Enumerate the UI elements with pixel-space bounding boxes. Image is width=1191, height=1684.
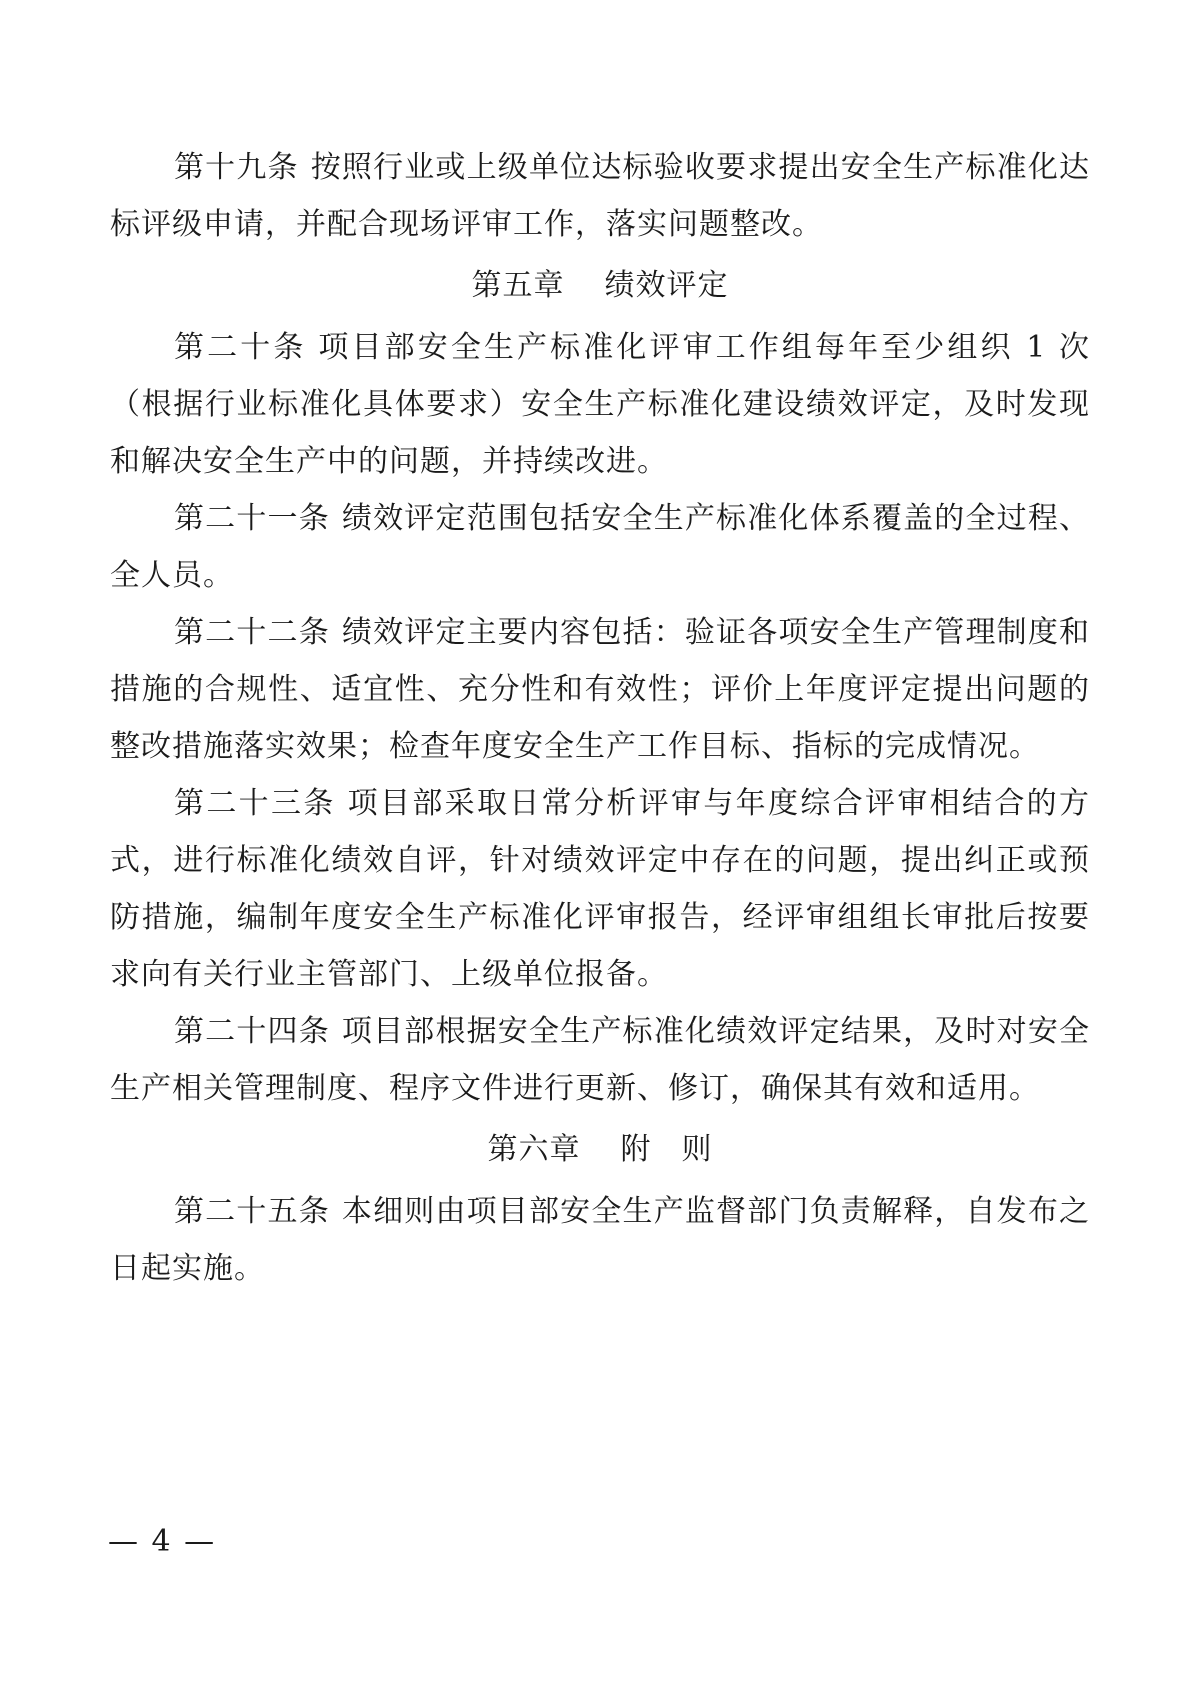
article-text: 项目部采取日常分析评审与年度综合评审相结合的方式，进行标准化绩效自评，针对绩效评定中存在的问题，提出纠正或预防措施，编制年度安全生产标准化评审报告，经评审组组长审批后按要求向有关行业主管部门、上级单位报备。 xyxy=(110,786,1091,992)
article-number: 第二十条 xyxy=(174,330,307,365)
article-text: 本细则由项目部安全生产监督部门负责解释，自发布之日起实施。 xyxy=(110,1194,1091,1286)
article-text: 绩效评定范围包括安全生产标准化体系覆盖的全过程、全人员。 xyxy=(110,501,1091,593)
chapter-title: 绩效评定 xyxy=(604,268,729,303)
article-number: 第二十二条 xyxy=(174,615,330,650)
article-23 xyxy=(110,775,1090,1003)
article-number: 第二十五条 xyxy=(174,1194,330,1229)
chapter-title-part-a: 附 xyxy=(620,1132,652,1167)
chapter-number: 第五章 xyxy=(471,268,565,303)
chapter-5-heading xyxy=(110,257,1090,314)
article-number: 第二十四条 xyxy=(174,1014,330,1049)
article-25 xyxy=(110,1183,1090,1297)
article-text: 项目部安全生产标准化评审工作组每年至少组织 1 次（根据行业标准化具体要求）安全生产标准化建设绩效评定，及时发现和解决安全生产中的问题，并持续改进。 xyxy=(110,330,1090,479)
chapter-title-part-b: 则 xyxy=(681,1132,713,1167)
article-text: 绩效评定主要内容包括：验证各项安全生产管理制度和措施的合规性、适宜性、充分性和有效性；评价上年度评定提出问题的整改措施落实效果；检查年度安全生产工作目标、指标的完成情况。 xyxy=(110,615,1091,764)
article-21 xyxy=(110,490,1090,604)
chapter-number: 第六章 xyxy=(487,1132,581,1167)
document-body xyxy=(110,139,1090,1297)
chapter-6-heading xyxy=(110,1121,1090,1178)
article-number: 第二十三条 xyxy=(174,786,336,821)
article-text: 项目部根据安全生产标准化绩效评定结果，及时对安全生产相关管理制度、程序文件进行更新、修订，确保其有效和适用。 xyxy=(110,1014,1091,1106)
article-number: 第二十一条 xyxy=(174,501,330,536)
article-number: 第十九条 xyxy=(174,150,299,185)
article-20 xyxy=(110,319,1090,490)
article-19 xyxy=(110,139,1090,253)
article-24 xyxy=(110,1003,1090,1117)
article-22 xyxy=(110,604,1090,775)
article-text: 按照行业或上级单位达标验收要求提出安全生产标准化达标评级申请，并配合现场评审工作，落实问题整改。 xyxy=(110,150,1091,242)
page-number: — 4 — xyxy=(108,1524,217,1559)
